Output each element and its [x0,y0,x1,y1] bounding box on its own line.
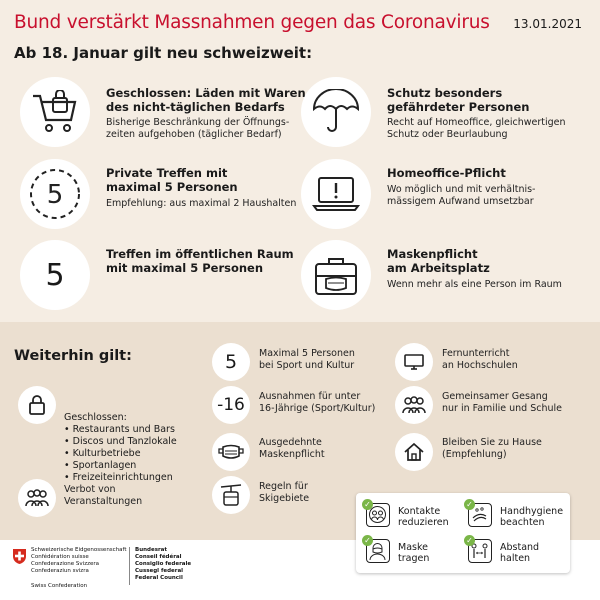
measure-protection-text-2: Schutz oder Beurlaubung [387,129,508,140]
crowd-icon [18,479,56,517]
home-text-2: (Empfehlung) [442,449,507,460]
measure-mask-work-heading-2: am Arbeitsplatz [387,261,490,275]
closed-item: • Restaurants und Bars [64,424,175,435]
mask-text-1: Ausgedehnte [259,437,322,448]
singing-group-icon [395,386,433,424]
rule-mask-2: tragen [398,553,430,564]
measure-shops-heading-1: Geschlossen: Läden mit Waren [106,86,306,100]
sport-text-2: bei Sport und Kultur [259,360,355,371]
swiss-shield-icon [12,548,27,565]
date-label: 13.01.2021 [513,17,582,31]
closed-item: • Kulturbetriebe [64,448,141,459]
check-icon: ✓ [464,535,475,546]
briefcase-mask-icon [301,240,371,310]
measure-protection-text-1: Recht auf Homeoffice, gleichwertigen [387,117,566,128]
ski-text-1: Regeln für [259,481,308,492]
sport-five-number: 5 [224,351,238,373]
rule-hands-1: Handhygiene [500,506,564,517]
measure-protection-heading-1: Schutz besonders [387,86,503,100]
footer-council-1: Bundesrat [135,547,168,553]
umbrella-icon [301,77,371,147]
measure-protection-heading-2: gefährdeter Personen [387,100,530,114]
five-number: 5 [45,257,65,293]
footer-council-5: Federal Council [135,575,183,581]
events-text-1: Verbot von [64,484,116,495]
five-icon [20,240,90,310]
closed-list [64,412,177,484]
footer-council-2: Conseil fédéral [135,554,182,560]
sport-five-icon [212,343,250,381]
singing-text-2: nur in Familie und Schule [442,403,562,414]
youth-text-1: Ausnahmen für unter [259,391,361,402]
check-icon: ✓ [362,535,373,546]
singing-text-1: Gemeinsamer Gesang [442,391,548,402]
footer-confed-1: Schweizerische Eidgenossenschaft [31,547,127,553]
closed-title: Geschlossen: [64,412,127,423]
sport-text-1: Maximal 5 Personen [259,348,355,359]
closed-item: • Discos und Tanzlokale [64,436,177,447]
measure-private-heading-1: Private Treffen mit [106,166,228,180]
footer-confed-3: Confederazione Svizzera [31,561,99,567]
youth-text-2: 16-Jährige (Sport/Kultur) [259,403,376,414]
page-title: Bund verstärkt Massnahmen gegen das Coronavirus [14,12,490,33]
laptop-warning-icon [301,159,371,229]
rule-distance-2: halten [500,553,531,564]
measure-homeoffice-text-1: Wo möglich und mit verhältnis- [387,184,536,195]
measure-shops-heading-2: des nicht-täglichen Bedarfs [106,100,285,114]
measure-homeoffice-heading: Homeoffice-Pflicht [387,166,506,180]
footer-confed-4: Confederaziun svizra [31,568,89,574]
measure-private-text-1: Empfehlung: aus maximal 2 Haushalten [106,198,297,209]
under-16-icon [212,386,250,424]
further-heading: Weiterhin gilt: [14,348,132,364]
mask-icon [212,433,250,471]
mask-text-2: Maskenpflicht [259,449,325,460]
measure-mask-work-heading-1: Maskenpflicht [387,247,478,261]
remote-text-2: an Hochschulen [442,360,518,371]
dashed-five-icon [20,159,90,229]
measure-shops-text-2: zeiten aufgehoben (täglicher Bedarf) [106,129,282,140]
events-text-2: Veranstaltungen [64,496,143,507]
rule-contacts-1: Kontakte [398,506,441,517]
ski-text-2: Skigebiete [259,493,310,504]
gondola-icon [212,476,250,514]
under-16-number: -16 [217,395,245,415]
footer-council-3: Consiglio federale [135,561,192,567]
rule-hands-2: beachten [500,517,545,528]
hygiene-card [356,493,570,573]
subtitle: Ab 18. Januar gilt neu schweizweit: [14,44,313,62]
rule-distance-1: Abstand [500,542,540,553]
monitor-icon [395,343,433,381]
measure-shops-text-1: Bisherige Beschränkung der Öffnungs- [106,117,290,128]
measure-homeoffice-text-2: mässigem Aufwand umsetzbar [387,196,534,207]
measure-mask-work-text: Wenn mehr als eine Person im Raum [387,279,562,290]
footer-confed-5: Swiss Confederation [31,583,88,589]
measure-public-heading-2: mit maximal 5 Personen [106,261,264,275]
footer-divider [129,547,130,585]
closed-item: • Freizeiteinrichtungen [64,472,173,483]
measure-private-heading-2: maximal 5 Personen [106,180,238,194]
footer-confed-2: Confédération suisse [31,554,89,560]
shopping-cart-icon [20,77,90,147]
remote-text-1: Fernunterricht [442,348,510,359]
footer-council-4: Cussegl federal [135,568,184,574]
check-icon: ✓ [464,499,475,510]
rule-mask-1: Maske [398,542,428,553]
house-icon [395,433,433,471]
check-icon: ✓ [362,499,373,510]
dashed-five-number: 5 [46,180,64,210]
lock-icon [18,386,56,424]
measure-public-heading-1: Treffen im öffentlichen Raum [106,247,294,261]
home-text-1: Bleiben Sie zu Hause [442,437,542,448]
closed-item: • Sportanlagen [64,460,137,471]
rule-contacts-2: reduzieren [398,517,449,528]
